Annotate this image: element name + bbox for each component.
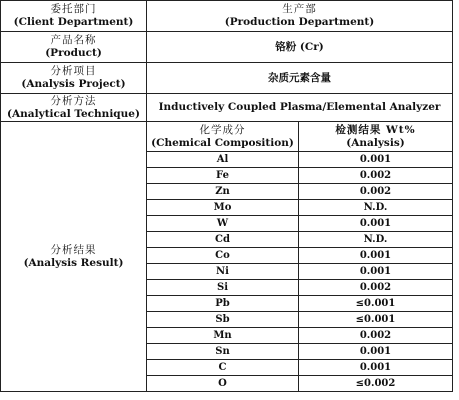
- element-cell: Sb: [147, 312, 299, 328]
- result-value-cell: 0.002: [299, 328, 453, 344]
- element-cell: Zn: [147, 184, 299, 200]
- element-cell: Al: [147, 152, 299, 168]
- result-value-cell: N.D.: [299, 232, 453, 248]
- result-value-cell: 0.002: [299, 184, 453, 200]
- composition-header-cell: [147, 122, 299, 152]
- product-label-en: (Product): [45, 47, 102, 59]
- element-cell: Fe: [147, 168, 299, 184]
- element-cell: Si: [147, 280, 299, 296]
- composition-header-en: (Chemical Composition): [151, 136, 294, 149]
- client-row: [1, 1, 453, 32]
- client-label-cn: 委托部门: [50, 3, 97, 16]
- element-cell: Mo: [147, 200, 299, 216]
- result-value-cell: 0.001: [299, 264, 453, 280]
- result-value-cell: 0.001: [299, 152, 453, 168]
- element-cell: C: [147, 360, 299, 376]
- result-value-cell: 0.002: [299, 280, 453, 296]
- client-value-cell: [147, 1, 453, 32]
- technique-label-cn: 分析方法: [50, 94, 97, 107]
- project-label-cn: 分析项目: [50, 65, 97, 78]
- result-value-cell: 0.001: [299, 216, 453, 232]
- element-cell: Co: [147, 248, 299, 264]
- analysis-header-cell: [299, 122, 453, 152]
- product-row: [1, 32, 453, 63]
- technique-label-en: (Analytical Technique): [7, 107, 140, 120]
- project-label-cell: [1, 63, 147, 94]
- client-label-en: (Client Department): [13, 16, 134, 28]
- composition-header-cn: 化学成分: [199, 123, 246, 136]
- technique-value: Inductively Coupled Plasma/Elemental Analyzer: [147, 94, 453, 122]
- product-value: 铬粉 (Cr): [147, 32, 453, 63]
- result-header-row: [1, 122, 453, 152]
- project-label-en: (Analysis Project): [21, 78, 126, 90]
- result-value-cell: 0.001: [299, 360, 453, 376]
- technique-label-cell: [1, 94, 147, 122]
- element-cell: Mn: [147, 328, 299, 344]
- client-label-cell: [1, 1, 147, 32]
- result-value-cell: N.D.: [299, 200, 453, 216]
- element-cell: Ni: [147, 264, 299, 280]
- project-value: 杂质元素含量: [147, 63, 453, 94]
- project-row: [1, 63, 453, 94]
- result-value-cell: 0.001: [299, 248, 453, 264]
- client-value-cn: 生产部: [282, 3, 317, 16]
- product-label-cell: [1, 32, 147, 63]
- result-value-cell: ≤0.001: [299, 312, 453, 328]
- result-value-cell: 0.001: [299, 344, 453, 360]
- product-label-cn: 产品名称: [50, 34, 97, 47]
- element-cell: Cd: [147, 232, 299, 248]
- result-value-cell: ≤0.002: [299, 376, 453, 392]
- analysis-header-en: (Analysis): [346, 136, 405, 149]
- element-cell: W: [147, 216, 299, 232]
- client-value-en: (Production Department): [224, 16, 375, 28]
- element-cell: Sn: [147, 344, 299, 360]
- result-label-cell: [1, 122, 147, 392]
- technique-row: [1, 94, 453, 122]
- result-label-cn: 分析结果: [50, 243, 97, 256]
- element-cell: O: [147, 376, 299, 392]
- result-value-cell: ≤0.001: [299, 296, 453, 312]
- element-cell: Pb: [147, 296, 299, 312]
- analysis-header-cn: 检测结果 Wt%: [335, 123, 416, 136]
- result-value-cell: 0.002: [299, 168, 453, 184]
- result-label-en: (Analysis Result): [23, 256, 124, 269]
